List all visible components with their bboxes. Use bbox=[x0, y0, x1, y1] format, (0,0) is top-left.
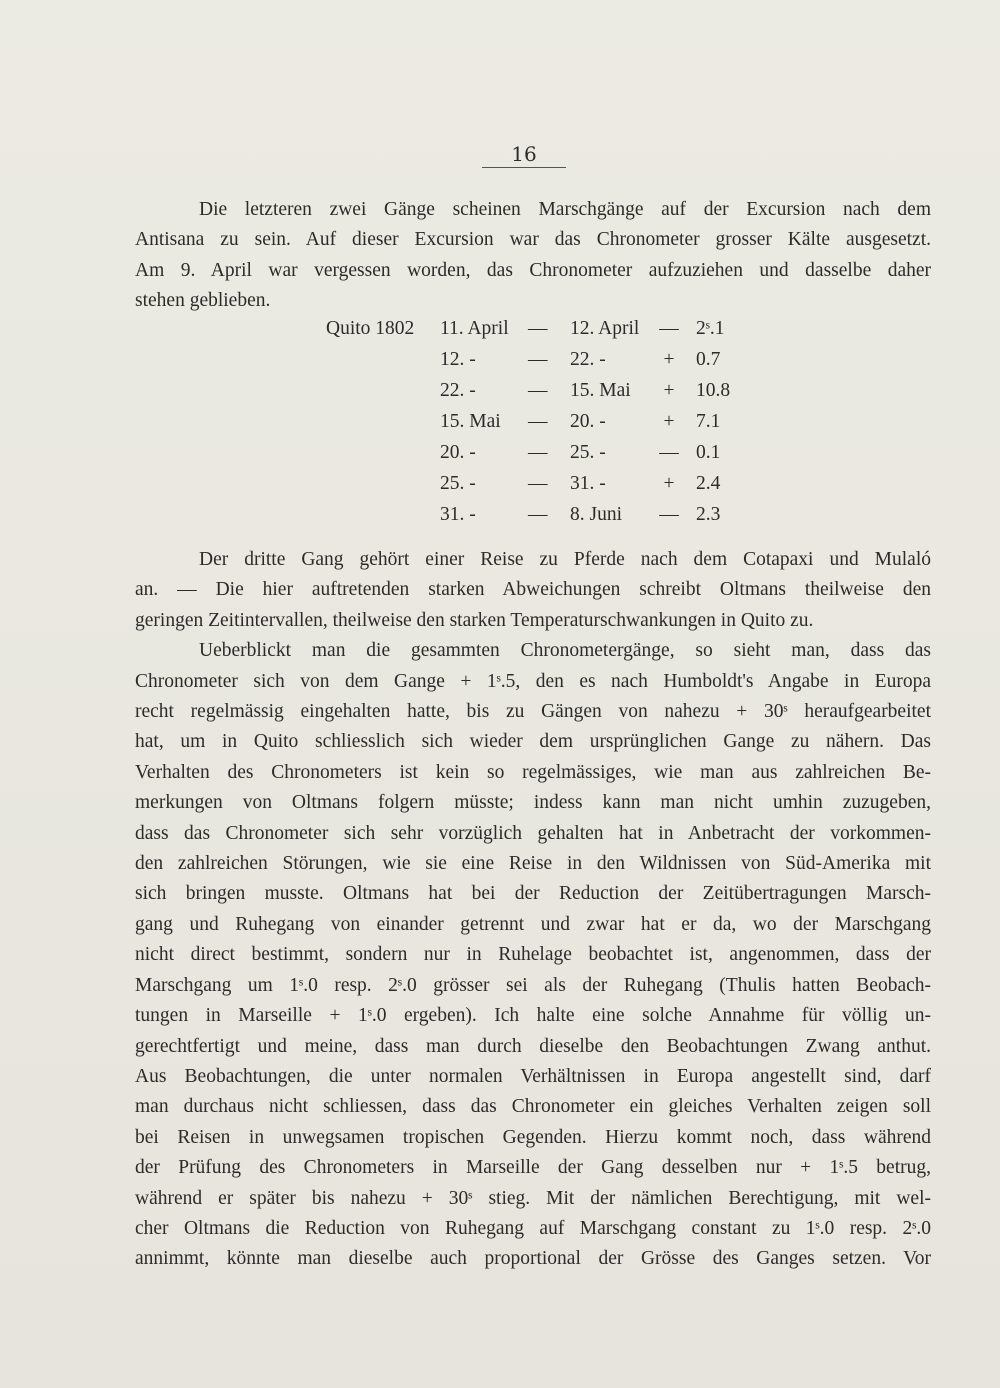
table-sign: — bbox=[659, 504, 679, 525]
page-number: 16 bbox=[511, 142, 537, 166]
table-to: 20. - bbox=[570, 411, 606, 432]
text-line: nicht direct bestimmt, sondern nur in Ruhelage beobachtet ist, angenommen, dass der bbox=[135, 944, 931, 966]
text-line: tungen in Marseille + 1ˢ.0 ergeben). Ich halte eine solche Annahme für völlig un- bbox=[135, 1005, 931, 1027]
text-line: gerechtfertigt und meine, dass man durch dieselbe den Beobachtungen Zwang anthut. bbox=[135, 1035, 931, 1057]
table-to: 8. Juni bbox=[570, 504, 623, 525]
table-to: 12. April bbox=[570, 318, 640, 339]
text-line: Chronometer sich von dem Gange + 1ˢ.5, den es nach Humboldt's Angabe in Europa bbox=[135, 670, 931, 692]
table-dash: — bbox=[528, 473, 548, 494]
paragraph-1 bbox=[135, 195, 931, 317]
text-line: Die letzteren zwei Gänge scheinen Marschgänge auf der Excursion nach dem bbox=[199, 199, 931, 220]
table-sign: + bbox=[663, 411, 675, 432]
text-line: der Prüfung des Chronometers in Marseille der Gang desselben nur + 1ˢ.5 betrug, bbox=[135, 1157, 931, 1179]
table-dash: — bbox=[528, 504, 548, 525]
text-line: stehen geblieben. bbox=[135, 290, 271, 312]
table-dash: — bbox=[528, 349, 548, 370]
table-to: 15. Mai bbox=[570, 380, 631, 401]
table-to: 22. - bbox=[570, 349, 606, 370]
table-from: 15. Mai bbox=[440, 411, 501, 432]
text-line: cher Oltmans die Reduction von Ruhegang auf Marschgang constant zu 1ˢ.0 resp. 2ˢ.0 bbox=[135, 1217, 931, 1239]
text-line: Am 9. April war vergessen worden, das Chronometer aufzuziehen und dasselbe daher bbox=[135, 259, 931, 281]
table-to: 31. - bbox=[570, 473, 606, 494]
text-line: an. — Die hier auftretenden starken Abweichungen schreibt Oltmans theilweise den bbox=[135, 579, 931, 601]
table-dash: — bbox=[528, 380, 548, 401]
text-line: gang und Ruhegang von einander getrennt und zwar hat er da, wo der Marschgang bbox=[135, 913, 931, 935]
text-line: dass das Chronometer sich sehr vorzüglich gehalten hat in Anbetracht der vorkommen- bbox=[135, 822, 931, 844]
table-from: 22. - bbox=[440, 380, 476, 401]
table-place: Quito 1802 bbox=[326, 318, 415, 339]
table-dash: — bbox=[528, 318, 548, 339]
text-line: recht regelmässig eingehalten hatte, bis zu Gängen von nahezu + 30ˢ heraufgearbeitet bbox=[135, 701, 931, 723]
text-line: annimmt, könnte man dieselbe auch proportional der Grösse des Ganges setzen. Vor bbox=[135, 1248, 931, 1270]
text-line: Der dritte Gang gehört einer Reise zu Pferde nach dem Cotapaxi und Mulaló bbox=[199, 549, 931, 570]
text-line: den zahlreichen Störungen, wie sie eine Reise in den Wildnissen von Süd-Amerika mit bbox=[135, 853, 931, 875]
text-line: Aus Beobachtungen, die unter normalen Verhältnissen in Europa angestellt sind, darf bbox=[135, 1065, 931, 1087]
text-line: merkungen von Oltmans folgern müsste; indess kann man nicht umhin zuzugeben, bbox=[135, 792, 931, 814]
text-line: geringen Zeitintervallen, theilweise den starken Temperaturschwankungen in Quito zu. bbox=[135, 609, 814, 631]
table-value: 0.1 bbox=[696, 442, 721, 463]
table-from: 11. April bbox=[440, 318, 509, 339]
table-to: 25. - bbox=[570, 442, 606, 463]
table-sign: — bbox=[659, 442, 679, 463]
table-sign: — bbox=[659, 318, 679, 339]
text-line: sich bringen musste. Oltmans hat bei der Reduction der Zeitübertragungen Marsch- bbox=[135, 883, 931, 905]
text-line: man durchaus nicht schliessen, dass das Chronometer ein gleiches Verhalten zeigen soll bbox=[135, 1096, 931, 1118]
paragraph-2-and-3 bbox=[135, 545, 931, 1275]
table-from: 25. - bbox=[440, 473, 476, 494]
table-dash: — bbox=[528, 411, 548, 432]
table-sign: + bbox=[663, 380, 675, 401]
table-value: 2.3 bbox=[696, 504, 721, 525]
text-line: Antisana zu sein. Auf dieser Excursion war das Chronometer grosser Kälte ausgesetzt. bbox=[135, 229, 931, 251]
table-from: 31. - bbox=[440, 504, 476, 525]
text-line: während er später bis nahezu + 30ˢ stieg. Mit der nämlichen Berechtigung, mit wel- bbox=[135, 1187, 931, 1209]
table-value: 10.8 bbox=[696, 380, 731, 401]
table-sign: + bbox=[663, 473, 675, 494]
text-line: Verhalten des Chronometers ist kein so regelmässiges, wie man aus zahlreichen Be- bbox=[135, 761, 931, 783]
text-line: Marschgang um 1ˢ.0 resp. 2ˢ.0 grösser sei als der Ruhegang (Thulis hatten Beobach- bbox=[135, 974, 931, 996]
table-value: 0.7 bbox=[696, 349, 721, 370]
table-value: 7.1 bbox=[696, 411, 721, 432]
page-number-rule bbox=[482, 167, 566, 168]
text-line: bei Reisen in unwegsamen tropischen Gegenden. Hierzu kommt noch, dass während bbox=[135, 1126, 931, 1148]
text-line: hat, um in Quito schliesslich sich wieder dem ursprünglichen Gange zu nähern. Das bbox=[135, 731, 931, 753]
table-value: 2.4 bbox=[696, 473, 721, 494]
table-dash: — bbox=[528, 442, 548, 463]
table-value: 2ˢ.1 bbox=[696, 318, 725, 339]
table-from: 20. - bbox=[440, 442, 476, 463]
text-line: Ueberblickt man die gesammten Chronometergänge, so sieht man, dass das bbox=[199, 640, 931, 662]
table-from: 12. - bbox=[440, 349, 476, 370]
table-sign: + bbox=[663, 349, 675, 370]
